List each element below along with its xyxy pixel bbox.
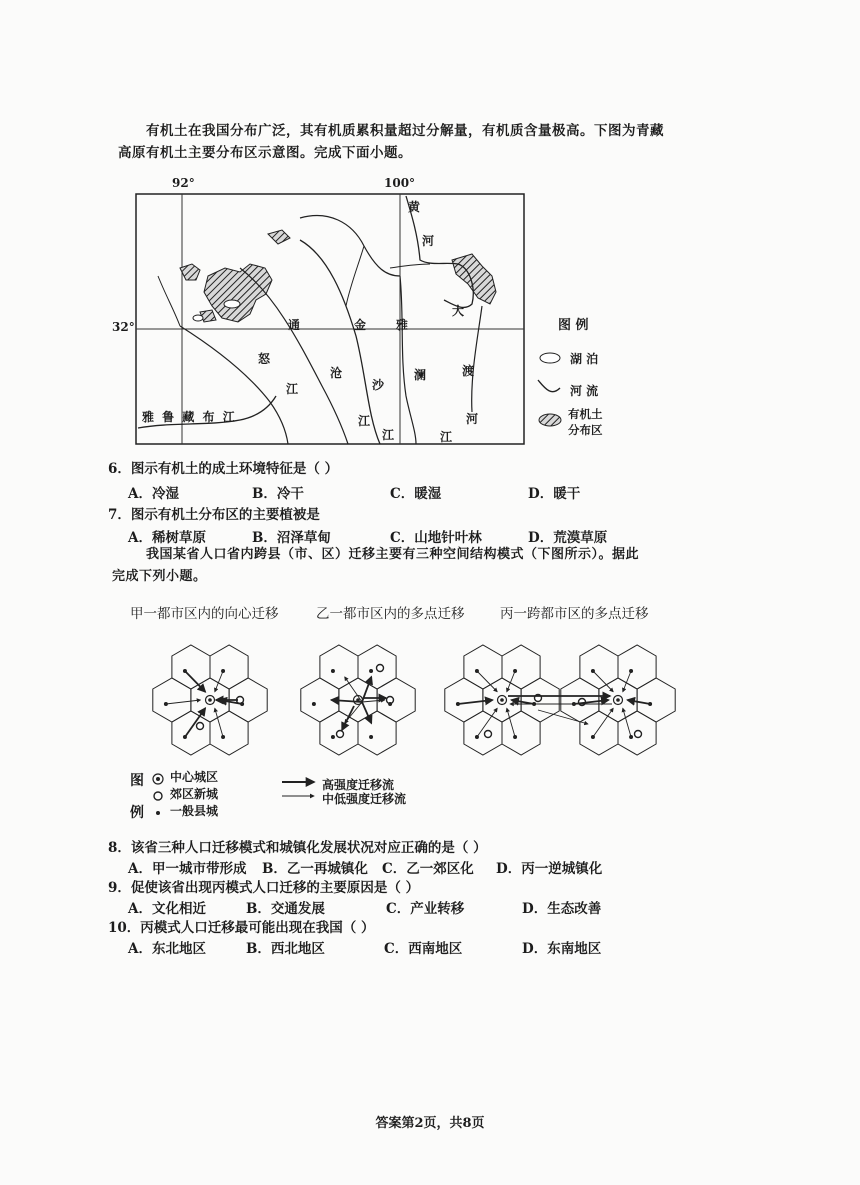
- organic-soil-area-west: [204, 264, 272, 322]
- page-footer: 答案第2页，共8页: [375, 1116, 485, 1131]
- river-yalong: [400, 276, 416, 444]
- map-label-yarlung-zangbo: 雅 鲁 藏 布 江: [142, 410, 237, 424]
- map-label-jiang-jinsha: 江: [382, 428, 395, 442]
- yi-county-icon: [312, 702, 316, 706]
- q8-option-d[interactable]: D．丙一逆城镇化: [496, 861, 603, 877]
- q8-option-b[interactable]: B．乙一再城镇化: [262, 861, 368, 877]
- yi-suburb-icon: [337, 731, 344, 738]
- jia-hex: [210, 645, 248, 689]
- migration-legend-county: 一般县城: [170, 804, 219, 818]
- river-nu: [180, 326, 288, 444]
- q6-option-c[interactable]: C．暖湿: [390, 486, 442, 502]
- q9-option-b[interactable]: B．交通发展: [246, 901, 325, 917]
- map-legend-lake: 湖 泊: [570, 352, 599, 366]
- jia-flow-arrow: [215, 708, 223, 737]
- latitude-32-label: 32°: [112, 320, 135, 334]
- bing-a-hex: [464, 711, 502, 755]
- center-city-icon: [153, 774, 163, 784]
- map-label-da: 大: [452, 304, 465, 318]
- q8-option-c[interactable]: C．乙一郊区化: [382, 861, 474, 877]
- yi-county-icon: [369, 735, 373, 739]
- map-label-jiang-yalong: 江: [440, 430, 453, 444]
- bing-b-center-city-dot: [616, 698, 620, 702]
- migration-legend-li: 例: [130, 805, 144, 821]
- county-town-icon: [156, 811, 160, 815]
- q10-option-b[interactable]: B．西北地区: [246, 941, 325, 957]
- question-8-stem: 8．该省三种人口迁移模式和城镇化发展状况对应正确的是（ ）: [108, 840, 487, 856]
- migration-hex-drawing: [140, 628, 680, 768]
- q8-option-a[interactable]: A．甲一城市带形成: [128, 861, 247, 877]
- organic-soil-area-north: [268, 230, 290, 244]
- bing-a-hex: [445, 678, 483, 722]
- map-label-he: 河: [422, 234, 435, 248]
- organic-soil-area-east: [452, 254, 496, 304]
- migration-legend-suburb: 郊区新城: [170, 787, 219, 801]
- jia-flow-arrow: [166, 700, 201, 704]
- map-label-lan: 澜: [414, 368, 427, 382]
- map-label-nu: 怒: [258, 352, 271, 366]
- q6-option-d[interactable]: D．暖干: [528, 486, 581, 502]
- bing-b-hex: [637, 678, 675, 722]
- jia-hex: [210, 711, 248, 755]
- q7-option-a[interactable]: A．稀树草原: [128, 530, 206, 546]
- q10-option-a[interactable]: A．东北地区: [128, 941, 206, 957]
- bing-b-suburb-icon: [635, 731, 642, 738]
- map-label-jin: 金: [354, 318, 367, 332]
- bing-flow-arrow: [623, 708, 631, 737]
- legend-lake-icon: [540, 353, 560, 363]
- bing-a-hex: [464, 645, 502, 689]
- map-label-tong: 通: [288, 318, 301, 332]
- yi-suburb-icon: [377, 665, 384, 672]
- q6-option-a[interactable]: A．冷湿: [128, 486, 179, 502]
- bing-flow-arrow: [593, 671, 613, 692]
- lake-1: [224, 300, 240, 308]
- river-tributary-1: [158, 276, 180, 326]
- organic-soil-area-small1: [180, 264, 200, 280]
- model-jia-title: 甲一都市区内的向心迁移: [130, 606, 279, 622]
- bing-flow-arrow: [458, 700, 493, 704]
- migration-legend-low: 中低强度迁移流: [322, 792, 407, 806]
- model-yi-title: 乙一都市区内的多点迁移: [316, 606, 465, 622]
- bing-a-hex: [502, 711, 540, 755]
- intro2-line-1: 我国某省人口省内跨县（市、区）迁移主要有三种空间结构模式（下图所示）。据此: [146, 547, 640, 562]
- yi-flow-arrow: [362, 700, 385, 702]
- yi-county-icon: [369, 669, 373, 673]
- yi-county-icon: [388, 702, 392, 706]
- map-label-he-dadu: 河: [466, 412, 479, 426]
- question-7-stem: 7．图示有机土分布区的主要植被是: [108, 507, 320, 523]
- q10-option-c[interactable]: C．西南地区: [384, 941, 463, 957]
- migration-legend-high: 高强度迁移流: [322, 778, 395, 792]
- migration-diagrams: [140, 628, 680, 768]
- question-6-stem: 6．图示有机土的成土环境特征是（ ）: [108, 461, 339, 477]
- intro-paragraph-2: [112, 544, 752, 588]
- river-tributary-2: [346, 246, 364, 306]
- bing-flow-arrow: [477, 671, 497, 692]
- q9-option-d[interactable]: D．生态改善: [522, 901, 602, 917]
- bing-b-hex: [618, 645, 656, 689]
- q7-option-b[interactable]: B．沼泽草甸: [252, 530, 331, 546]
- q6-option-b[interactable]: B．冷干: [252, 486, 304, 502]
- suburb-newtown-icon: [154, 792, 162, 800]
- intro-line-2: 高原有机土主要分布区示意图。完成下面小题。: [118, 145, 412, 161]
- intro-paragraph-1: [118, 120, 758, 164]
- map-label-du: 渡: [462, 364, 475, 378]
- question-10-stem: 10．丙模式人口迁移最可能出现在我国（ ）: [108, 920, 375, 936]
- yi-county-icon: [331, 735, 335, 739]
- map-legend-title: 图 例: [558, 318, 589, 333]
- migration-legend-symbols: [150, 770, 166, 824]
- jia-hex: [153, 678, 191, 722]
- legend-soil-icon: [539, 414, 561, 426]
- migration-legend-tu: 图: [130, 773, 144, 789]
- map-label-sha: 沙: [372, 378, 385, 392]
- map-legend-soil-line1: 有机土: [568, 407, 603, 421]
- river-tongtian: [300, 216, 400, 276]
- longitude-100-label: 100°: [384, 176, 416, 190]
- yi-county-icon: [331, 669, 335, 673]
- longitude-92-label: 92°: [172, 176, 195, 190]
- map-label-ya: 雅: [396, 318, 409, 332]
- intro-line-1: 有机土在我国分布广泛，其有机质累积量超过分解量，有机质含量极高。下图为青藏: [146, 123, 664, 139]
- q7-option-c[interactable]: C．山地针叶林: [390, 530, 482, 546]
- jia-center-city-dot: [208, 698, 212, 702]
- bing-a-suburb-icon: [485, 731, 492, 738]
- bing-a-center-city-dot: [500, 698, 504, 702]
- model-bing-title: 丙一跨都市区的多点迁移: [500, 606, 649, 622]
- yi-hex: [320, 645, 358, 689]
- jia-hex: [172, 711, 210, 755]
- organic-soil-map: [100, 176, 660, 446]
- q10-option-d[interactable]: D．东南地区: [522, 941, 602, 957]
- jia-suburb-icon: [197, 723, 204, 730]
- migration-legend-center: 中心城区: [170, 770, 219, 784]
- bing-flow-arrow: [512, 700, 535, 704]
- bing-b-hex: [580, 645, 618, 689]
- bing-flow-arrow: [507, 708, 515, 737]
- yi-flow-arrow: [362, 702, 371, 723]
- jia-flow-arrow: [185, 671, 205, 692]
- question-9-stem: 9．促使该省出现丙模式人口迁移的主要原因是（ ）: [108, 880, 420, 896]
- migration-legend-arrows: [280, 776, 320, 806]
- bing-b-hex: [580, 711, 618, 755]
- map-label-huang: 黄: [408, 200, 421, 214]
- jia-hex: [172, 645, 210, 689]
- map-legend-river: 河 流: [570, 384, 599, 398]
- map-legend-soil-line2: 分布区: [568, 423, 603, 437]
- river-dadu: [472, 306, 482, 412]
- legend-river-icon: [538, 380, 560, 392]
- lake-2: [193, 315, 203, 321]
- map-label-cang: 沧: [330, 366, 343, 380]
- yi-hex: [358, 711, 396, 755]
- yi-flow-arrow: [342, 706, 354, 730]
- bing-a-hex: [502, 645, 540, 689]
- q9-option-a[interactable]: A．文化相近: [128, 901, 206, 917]
- migration-legend: [130, 766, 490, 826]
- map-label-jiang-nu: 江: [286, 382, 299, 396]
- q9-option-c[interactable]: C．产业转移: [386, 901, 465, 917]
- q7-option-d[interactable]: D．荒漠草原: [528, 530, 608, 546]
- intro2-line-2: 完成下列小题。: [112, 569, 207, 584]
- river-yellow-branch: [390, 264, 430, 268]
- bing-flow-arrow: [628, 700, 651, 704]
- map-label-jiang-lancang: 江: [358, 414, 371, 428]
